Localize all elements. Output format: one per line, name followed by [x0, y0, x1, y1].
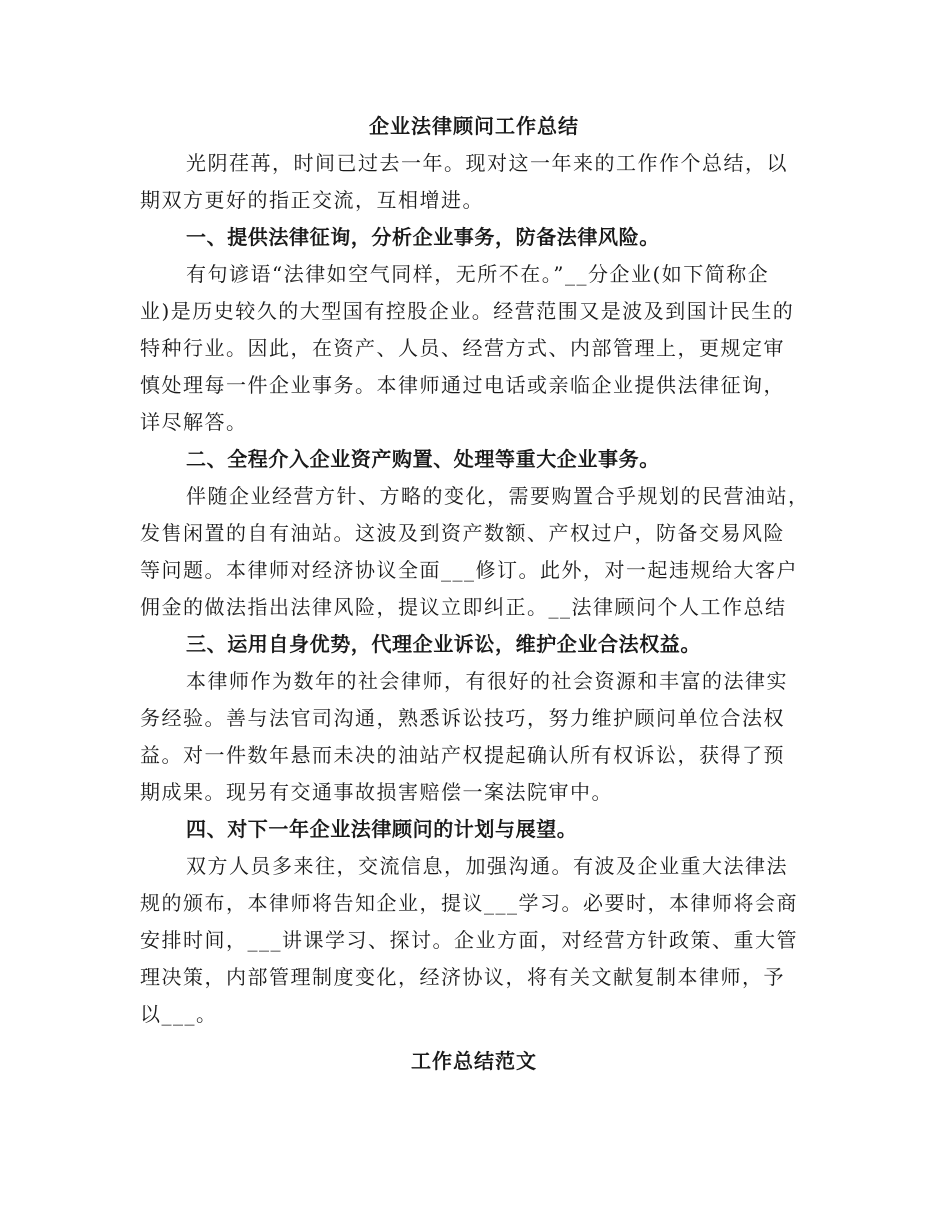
paragraph-line: 业)是历史较久的大型国有控股企业。经营范围又是波及到国计民生的 — [140, 299, 795, 323]
section-heading: 三、运用自身优势，代理企业诉讼，维护企业合法权益。 — [186, 632, 701, 656]
intro-line: 期双方更好的指正交流，互相增进。 — [140, 188, 484, 212]
paragraph-line: 佣金的做法指出法律风险，提议立即纠正。__法律顾问个人工作总结 — [140, 595, 787, 619]
paragraph-line: 期成果。现另有交通事故损害赔偿一案法院审中。 — [140, 780, 613, 804]
paragraph-line: 益。对一件数年悬而未决的油站产权提起确认所有权诉讼，获得了预 — [140, 743, 785, 767]
document-page — [140, 108, 808, 1080]
paragraph-line: 有句谚语“法律如空气同样，无所不在。”__分企业(如下简称企 — [186, 262, 770, 286]
paragraph-line: 详尽解答。 — [140, 410, 248, 434]
paragraph-line: 规的颁布，本律师将告知企业，提议___学习。必要时，本律师将会商 — [140, 891, 798, 915]
paragraph-line: 特种行业。因此，在资产、人员、经营方式、内部管理上，更规定审 — [140, 336, 785, 360]
paragraph-line: 理决策，内部管理制度变化，经济协议，将有关文献复制本律师，予 — [140, 965, 785, 989]
paragraph-line: 本律师作为数年的社会律师，有很好的社会资源和丰富的法律实 — [186, 669, 788, 693]
paragraph-line: 以___。 — [140, 1002, 218, 1026]
paragraph-line: 伴随企业经营方针、方略的变化，需要购置合乎规划的民营油站， — [186, 484, 810, 508]
section-heading: 一、提供法律征询，分析企业事务，防备法律风险。 — [186, 225, 660, 249]
paragraph-line: 双方人员多来往，交流信息，加强沟通。有波及企业重大法律法 — [186, 854, 788, 878]
paragraph-line: 慎处理每一件企业事务。本律师通过电话或亲临企业提供法律征询， — [140, 373, 785, 397]
intro-line: 光阴荏苒，时间已过去一年。现对这一年来的工作作个总结，以 — [186, 151, 788, 175]
document-title: 企业法律顾问工作总结 — [369, 114, 579, 138]
paragraph-line: 等问题。本律师对经济协议全面___修订。此外，对一起违规给大客户 — [140, 558, 798, 582]
section-heading: 二、全程介入企业资产购置、处理等重大企业事务。 — [186, 447, 660, 471]
section-heading: 四、对下一年企业法律顾问的计划与展望。 — [186, 817, 578, 841]
paragraph-line: 务经验。善与法官司沟通，熟悉诉讼技巧，努力维护顾问单位合法权 — [140, 706, 785, 730]
next-document-title: 工作总结范文 — [411, 1049, 537, 1073]
paragraph-line: 安排时间，___讲课学习、探讨。企业方面，对经营方针政策、重大管 — [140, 928, 798, 952]
paragraph-line: 发售闲置的自有油站。这波及到资产数额、产权过户，防备交易风险 — [140, 521, 785, 545]
